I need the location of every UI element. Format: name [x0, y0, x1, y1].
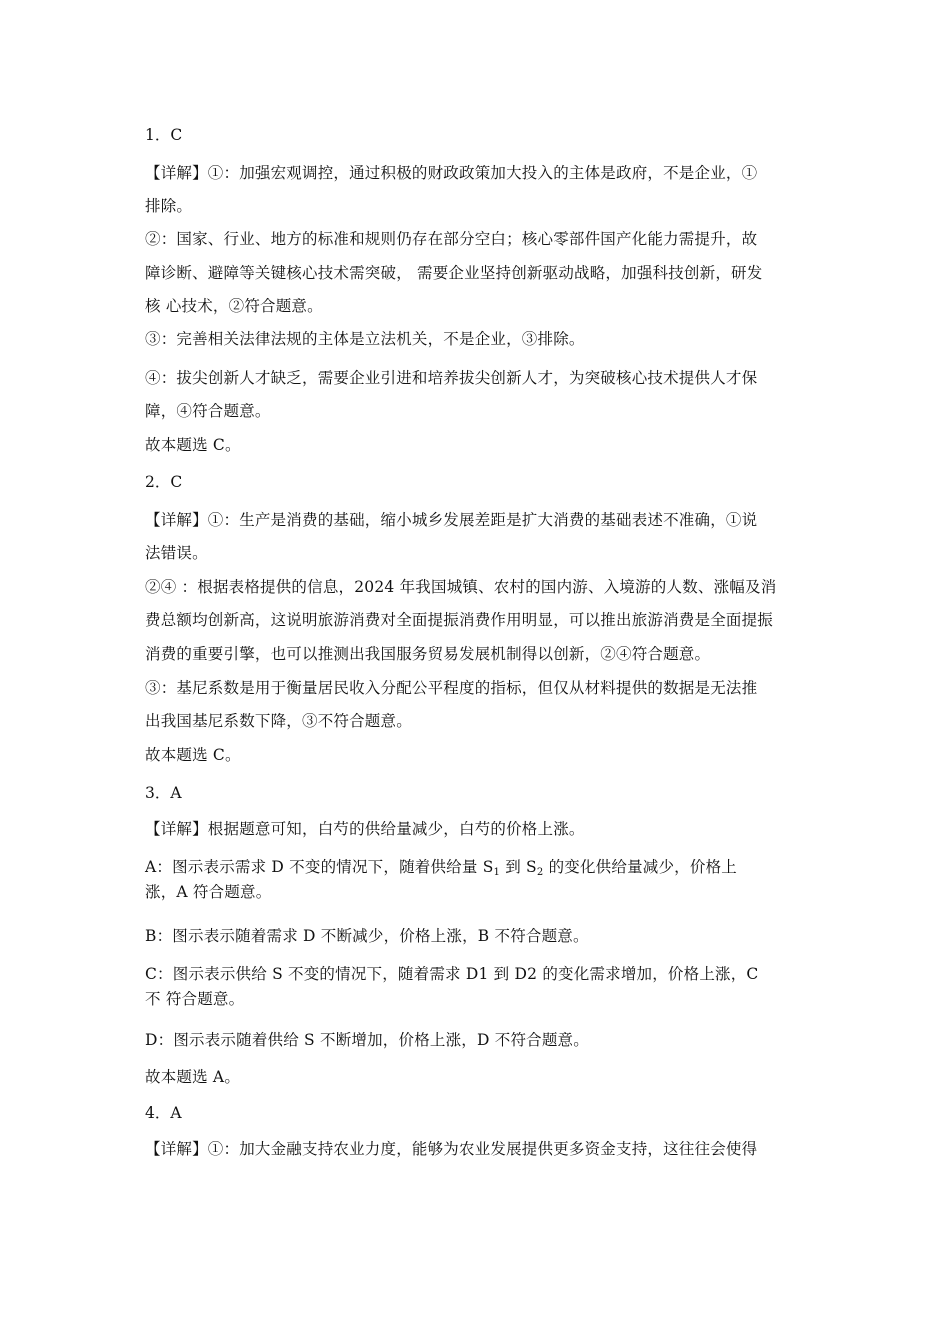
q1-line-1: 【详解】①：加强宏观调控，通过积极的财政政策加大投入的主体是政府，不是企业，①: [145, 164, 758, 182]
q3-answer: 3．A: [145, 784, 182, 802]
q3-option-a-mid: 到 S: [500, 858, 537, 876]
q1-line-2: 排除。: [145, 197, 193, 215]
q3-option-a-sub-2: 2: [536, 867, 544, 878]
q2-line-4: 费总额均创新高，这说明旅游消费对全面提振消费作用明显，可以推出旅游消费是全面提振: [145, 611, 774, 629]
q2-line-7: 出我国基尼系数下降，③不符合题意。: [145, 712, 412, 730]
q3-option-a-sub-1: 1: [493, 867, 501, 878]
q1-line-7: ④：拔尖创新人才缺乏，需要企业引进和培养拔尖创新人才，为突破核心技术提供人才保: [145, 369, 758, 387]
q1-line-3: ②：国家、行业、地方的标准和规则仍存在部分空白；核心零部件国产化能力需提升，故: [145, 230, 758, 248]
q3-intro: 【详解】根据题意可知，白芍的供给量减少，白芍的价格上涨。: [145, 820, 585, 838]
q3-option-a-line-1: [145, 857, 737, 877]
q3-option-a-post: 的变化供给量减少，价格上: [543, 858, 737, 876]
q3-option-c-line-1: C：图示表示供给 S 不变的情况下，随着需求 D1 到 D2 的变化需求增加，价格上涨，C: [145, 965, 759, 983]
q3-option-b: B：图示表示随着需求 D 不断减少，价格上涨，B 不符合题意。: [145, 927, 589, 945]
q2-line-3: ②④ ：根据表格提供的信息，2024 年我国城镇、农村的国内游、入境游的人数、涨幅及消: [145, 578, 777, 596]
q3-option-a-pre: A：图示表示需求 D 不变的情况下，随着供给量 S: [145, 858, 494, 876]
q3-option-c-line-2: 不 符合题意。: [145, 990, 245, 1008]
q1-line-6: ③：完善相关法律法规的主体是立法机关，不是企业，③排除。: [145, 330, 585, 348]
q1-answer: 1．C: [145, 126, 183, 144]
q2-line-6: ③：基尼系数是用于衡量居民收入分配公平程度的指标，但仅从材料提供的数据是无法推: [145, 679, 758, 697]
q2-line-5: 消费的重要引擎，也可以推测出我国服务贸易发展机制得以创新，②④符合题意。: [145, 645, 711, 663]
q1-line-4: 障诊断、避障等关键核心技术需突破， 需要企业坚持创新驱动战略，加强科技创新，研发: [145, 264, 763, 282]
q2-line-2: 法错误。: [145, 544, 208, 562]
q3-option-a-line-2: 涨，A 符合题意。: [145, 883, 272, 901]
q4-answer: 4．A: [145, 1104, 182, 1122]
q1-line-8: 障，④符合题意。: [145, 402, 271, 420]
q3-option-d: D：图示表示随着供给 S 不断增加，价格上涨，D 不符合题意。: [145, 1031, 589, 1049]
q2-conclusion: 故本题选 C。: [145, 746, 241, 764]
q1-line-5: 核 心技术，②符合题意。: [145, 297, 323, 315]
q1-conclusion: 故本题选 C。: [145, 436, 241, 454]
q3-conclusion: 故本题选 A。: [145, 1068, 241, 1086]
q2-answer: 2．C: [145, 473, 183, 491]
q2-line-1: 【详解】①：生产是消费的基础，缩小城乡发展差距是扩大消费的基础表述不准确，①说: [145, 511, 758, 529]
q4-line-1: 【详解】①：加大金融支持农业力度，能够为农业发展提供更多资金支持，这往往会使得: [145, 1140, 758, 1158]
